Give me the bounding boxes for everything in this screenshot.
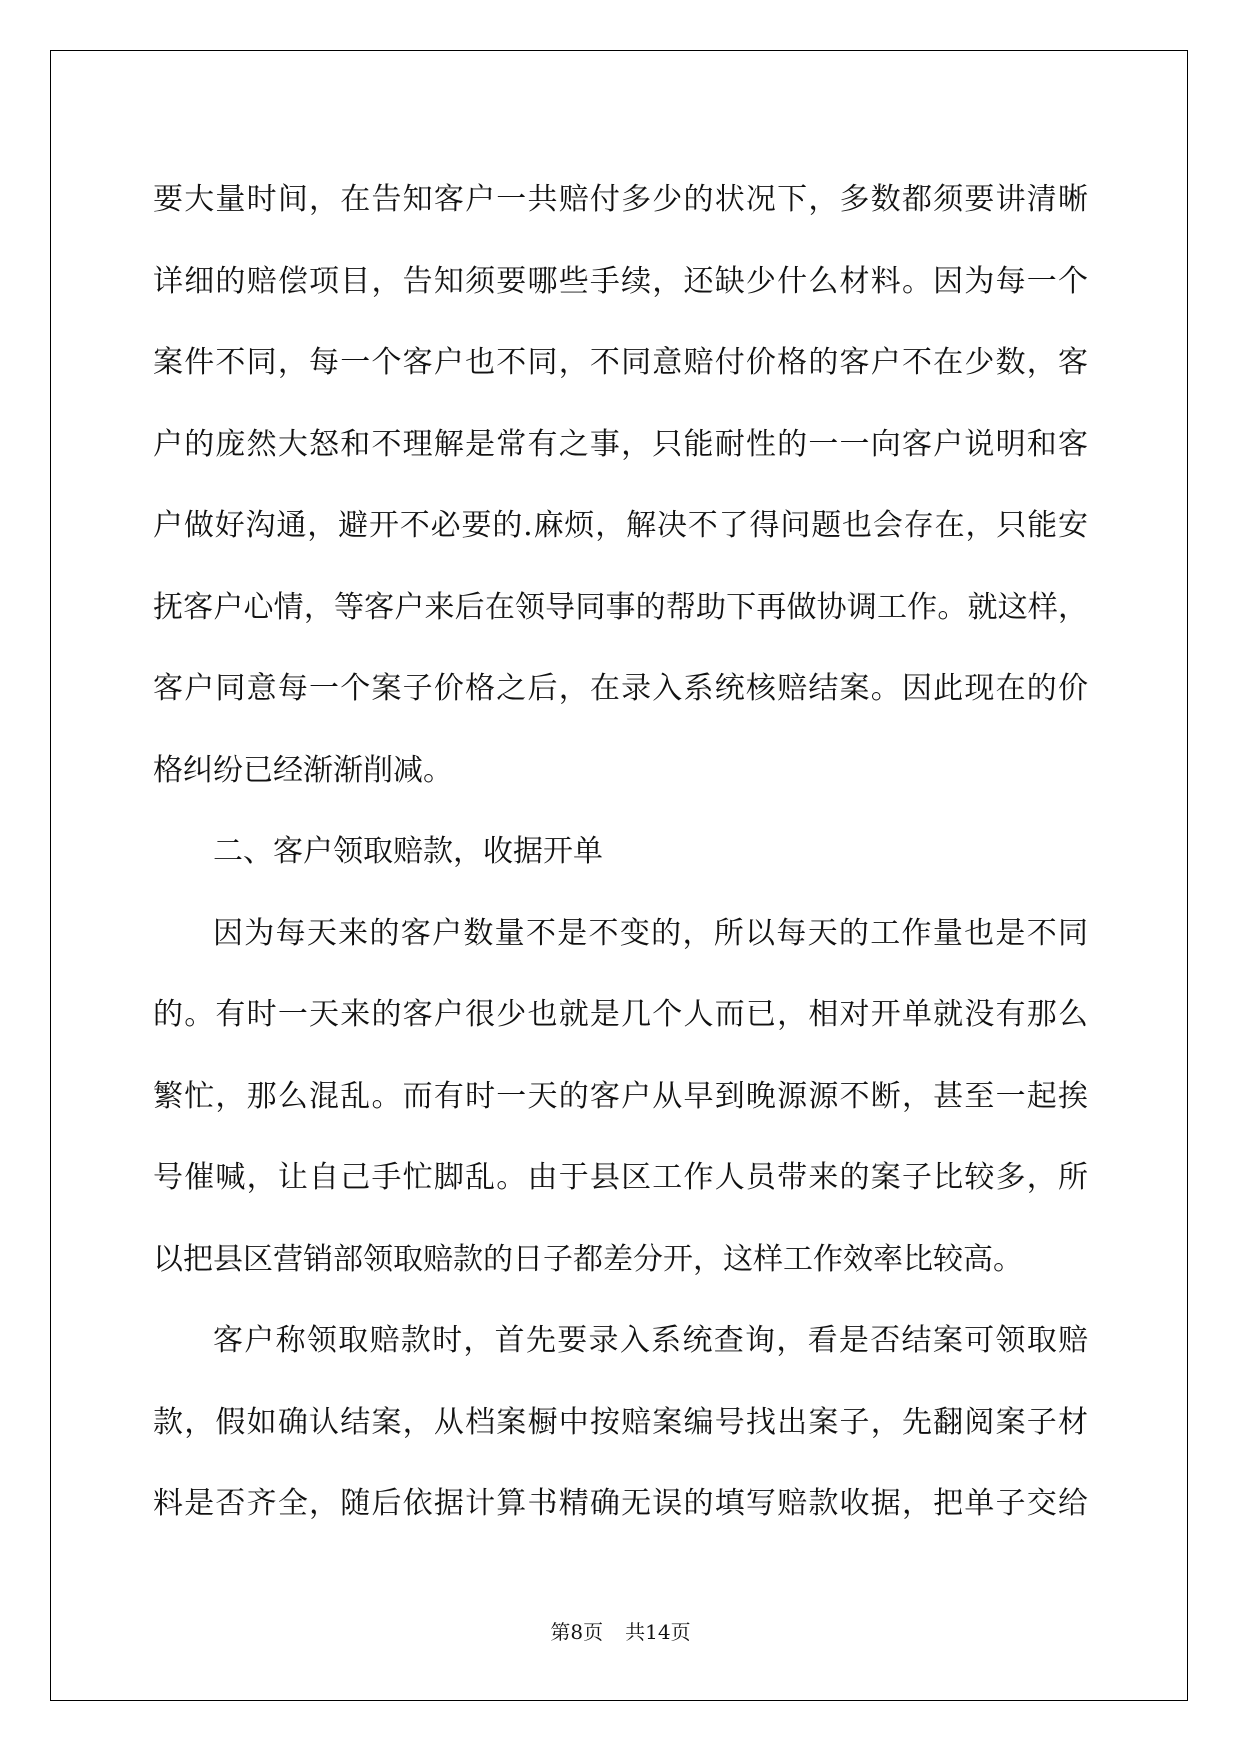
text-line: 客户同意每一个案子价格之后，在录入系统核赔结案。因此现在的价 (153, 671, 1088, 706)
body-text (153, 159, 1088, 1545)
text-line: 户的庞然大怒和不理解是常有之事，只能耐性的一一向客户说明和客 (153, 426, 1088, 462)
text-line: 抚客户心情，等客户来后在领导同事的帮助下再做协调工作。就这样， (153, 589, 1088, 625)
text-line: 款，假如确认结案，从档案橱中按赔案编号找出案子，先翻阅案子材 (153, 1404, 1088, 1440)
text-line: 因为每天来的客户数量不是不变的，所以每天的工作量也是不同 (213, 915, 1088, 951)
page-number: 第8页 (550, 1620, 604, 1644)
text-line: 的。有时一天来的客户很少也就是几个人而已，相对开单就没有那么 (153, 997, 1088, 1032)
text-line: 要大量时间，在告知客户一共赔付多少的状况下，多数都须要讲清晰 (153, 182, 1088, 217)
text-line: 户做好沟通，避开不必要的.麻烦，解决不了得问题也会存在，只能安 (153, 508, 1088, 543)
page-total: 共14页 (625, 1620, 691, 1644)
page-footer (0, 1616, 1241, 1645)
text-line: 以把县区营销部领取赔款的日子都差分开，这样工作效率比较高。 (153, 1241, 1023, 1277)
text-line: 料是否齐全，随后依据计算书精确无误的填写赔款收据，把单子交给 (153, 1486, 1088, 1521)
text-line: 详细的赔偿项目，告知须要哪些手续，还缺少什么材料。因为每一个 (153, 263, 1088, 299)
text-line: 号催喊，让自己手忙脚乱。由于县区工作人员带来的案子比较多，所 (153, 1160, 1088, 1195)
text-line: 客户称领取赔款时，首先要录入系统查询，看是否结案可领取赔 (213, 1323, 1088, 1358)
text-line: 繁忙，那么混乱。而有时一天的客户从早到晚源源不断，甚至一起挨 (153, 1078, 1088, 1114)
section-heading: 二、客户领取赔款，收据开单 (213, 834, 603, 869)
text-line: 案件不同，每一个客户也不同，不同意赔付价格的客户不在少数，客 (153, 345, 1088, 380)
text-line: 格纠纷已经渐渐削减。 (153, 752, 453, 788)
